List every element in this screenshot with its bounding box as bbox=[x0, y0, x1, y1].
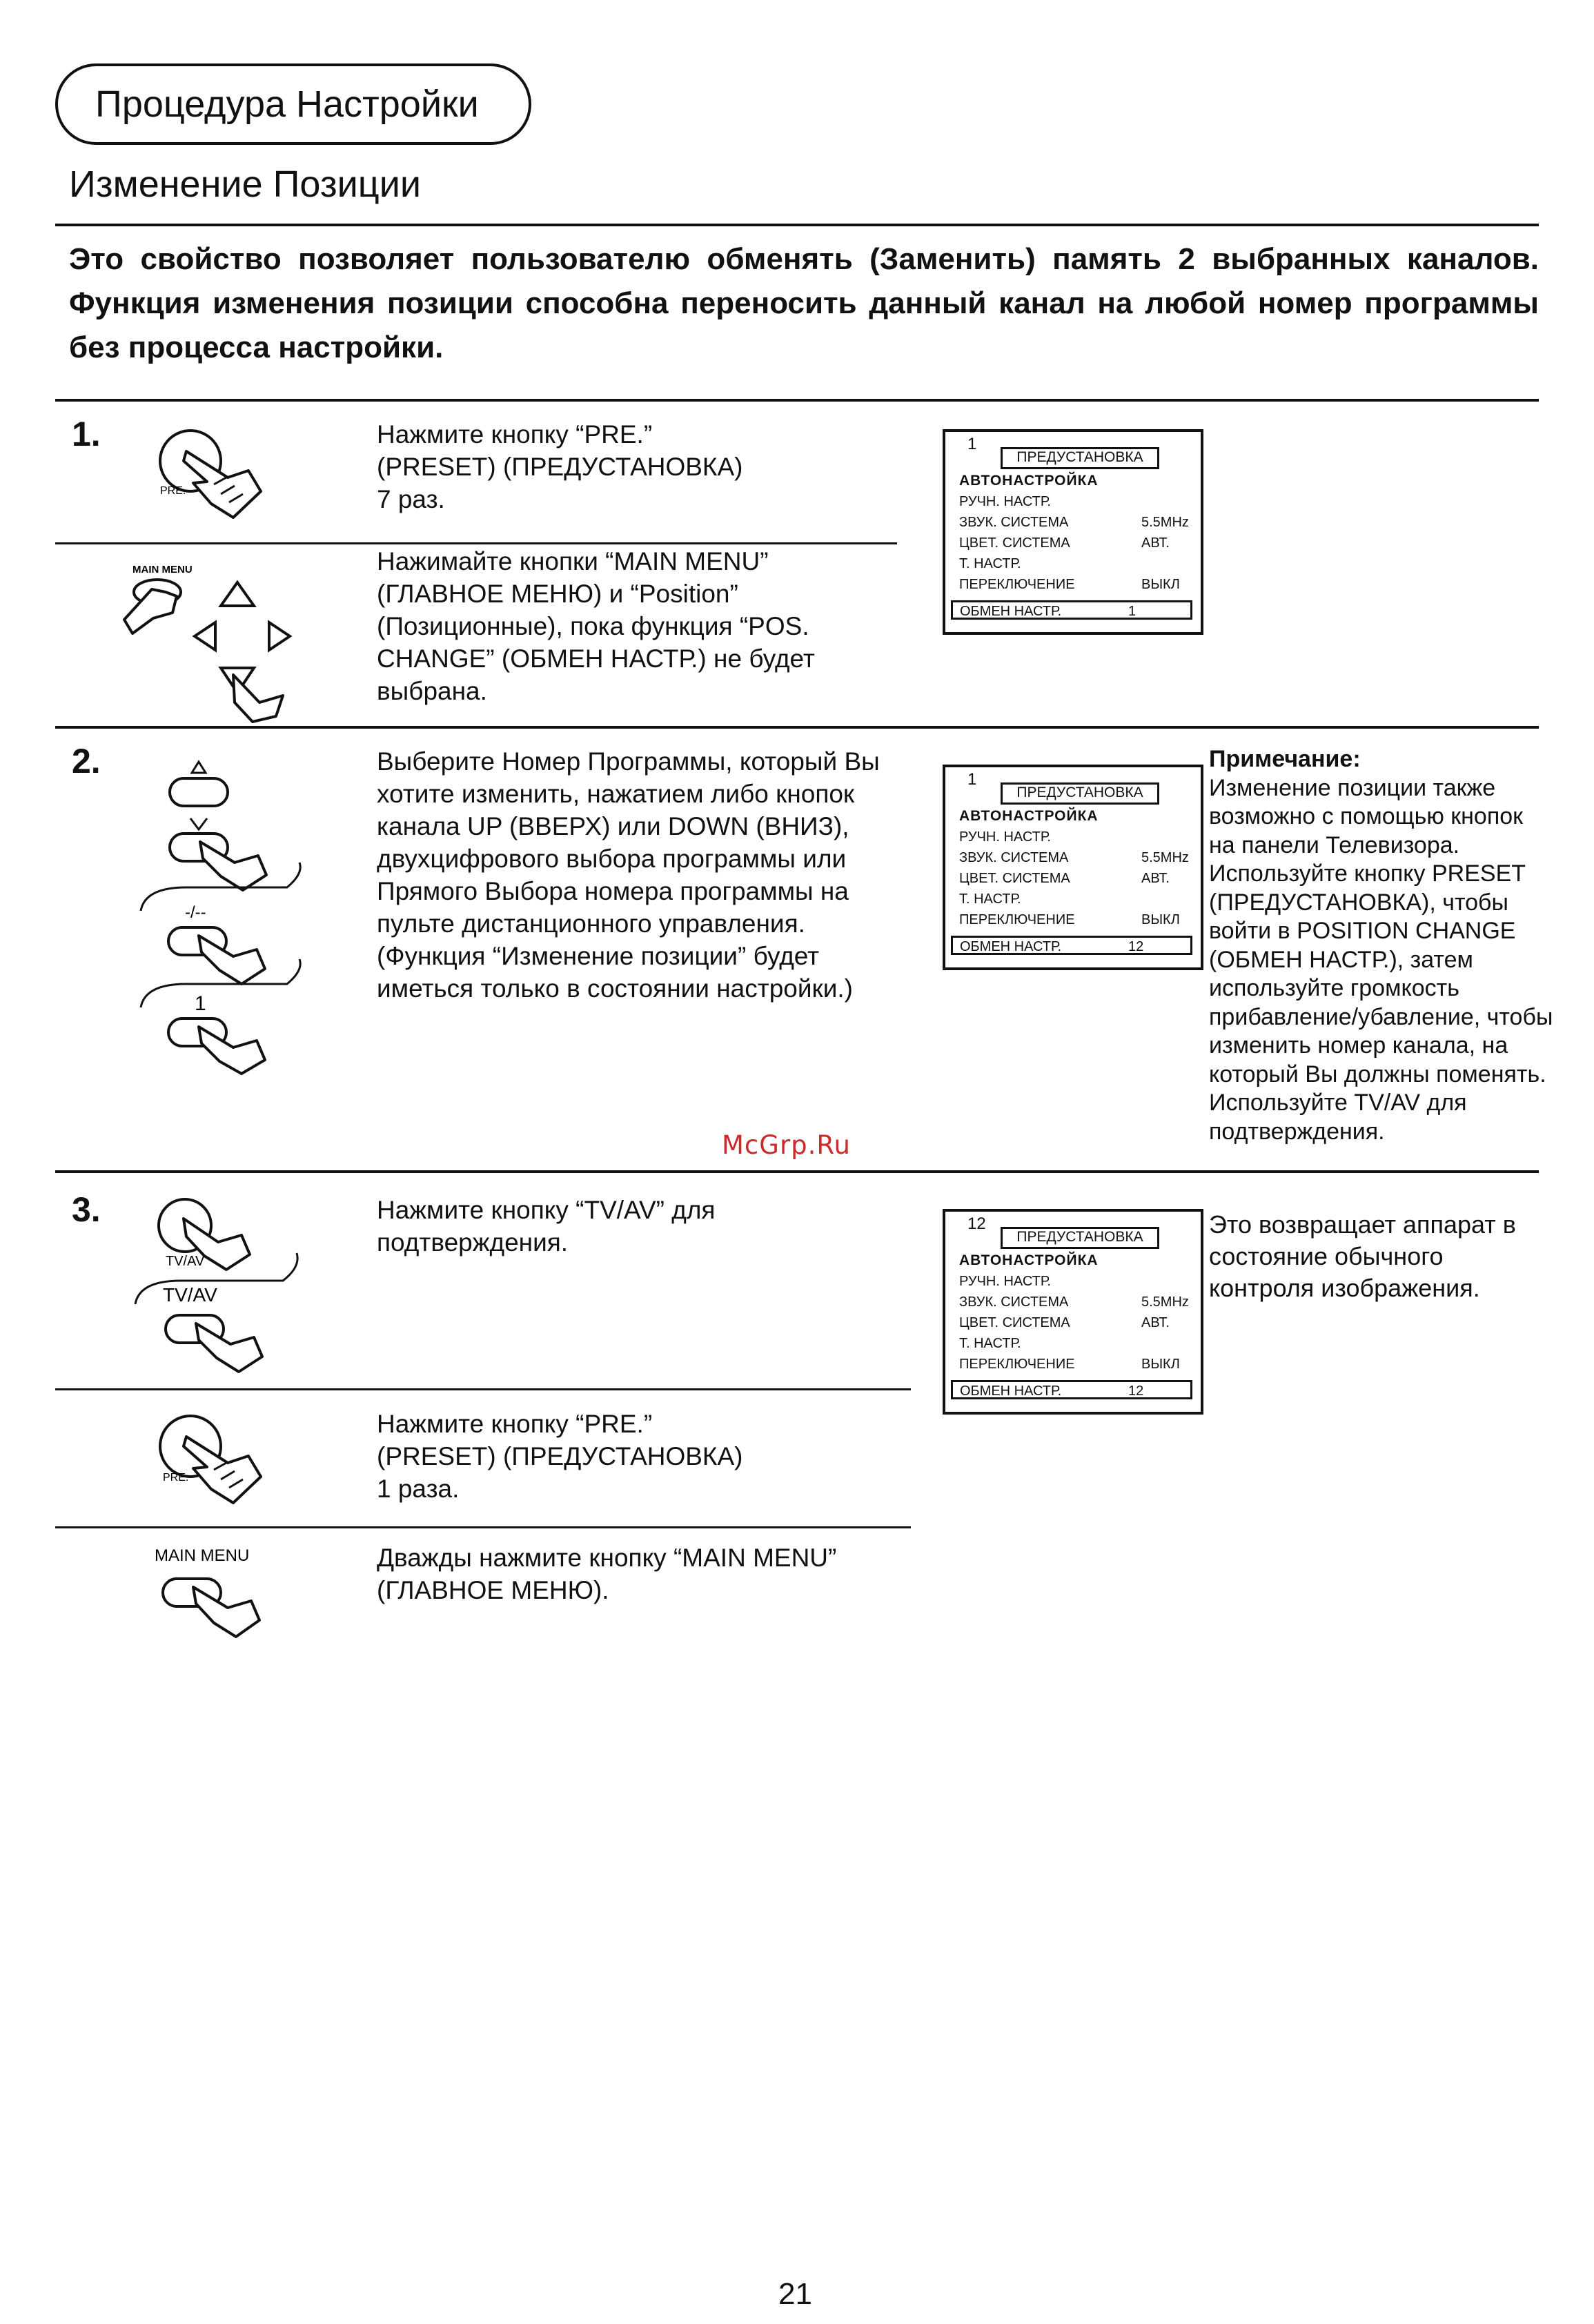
tv-av-small-label: TV/AV bbox=[166, 1254, 205, 1269]
step-2-number: 2. bbox=[72, 742, 101, 780]
step-1b-divider bbox=[55, 542, 897, 544]
pre-button-press-icon-2 bbox=[145, 1408, 269, 1511]
screen-1-row: РУЧН. НАСТР. bbox=[959, 494, 1051, 509]
tv-menu-screen-2 bbox=[943, 765, 1203, 970]
tv-menu-screen-3 bbox=[943, 1209, 1203, 1415]
screen-1-row: ПЕРЕКЛЮЧЕНИЕ ВЫКЛ bbox=[959, 577, 1180, 592]
screen-2-row: ПЕРЕКЛЮЧЕНИЕ ВЫКЛ bbox=[959, 912, 1180, 927]
screen-1-row: Т. НАСТР. bbox=[959, 556, 1021, 571]
step-1-text-a: Нажмите кнопку “PRE.” (PRESET) (ПРЕДУСТАНОВКА) 7 раз. bbox=[377, 420, 743, 513]
screen-3-row: ЦВЕТ. СИСТЕМА АВТ. bbox=[959, 1315, 1170, 1330]
screen-3-selected-row: ОБМЕН НАСТР. 12 bbox=[951, 1380, 1192, 1399]
page-subtitle: Изменение Позиции bbox=[69, 164, 422, 205]
step-3-divider bbox=[55, 1170, 1539, 1173]
screen-2-title-row: АВТОНАСТРОЙКА bbox=[959, 808, 1099, 824]
step-2-divider bbox=[55, 726, 1539, 729]
screen-2-selected-row: ОБМЕН НАСТР. 12 bbox=[951, 936, 1192, 955]
step-2-note bbox=[1209, 745, 1554, 1146]
screen-1-row: ЗВУК. СИСТЕМА 5.5MHz bbox=[959, 515, 1189, 530]
step-1-number: 1. bbox=[72, 415, 101, 453]
step-3-text-c: Дважды нажмите кнопку “MAIN MENU” (ГЛАВНОЕ МЕНЮ). bbox=[377, 1544, 837, 1604]
main-menu-arrows-icon bbox=[97, 558, 324, 723]
main-menu-button-icon bbox=[138, 1540, 276, 1651]
channel-buttons-icon bbox=[124, 752, 317, 1076]
watermark: McGrp.Ru bbox=[722, 1130, 851, 1160]
pre-label: PRE. bbox=[160, 485, 186, 497]
main-menu-label: MAIN MENU bbox=[132, 564, 193, 575]
screen-3-row: ПЕРЕКЛЮЧЕНИЕ ВЫКЛ bbox=[959, 1357, 1180, 1372]
tv-av-buttons-icon bbox=[124, 1194, 317, 1380]
step-3-side-text: Это возвращает аппарат в состояние обычного контроля изображения. bbox=[1209, 1210, 1516, 1302]
screen-1-selected-row: ОБМЕН НАСТР. 1 bbox=[951, 600, 1192, 620]
page-number: 21 bbox=[778, 2277, 812, 2311]
intro-paragraph: Это свойство позволяет пользователю обменять (Заменить) память 2 выбранных каналов. Функция изменения позиции способна переносить данный канал на любой номер программы без процесса настройки. bbox=[69, 242, 1539, 364]
screen-2-header: ПРЕДУСТАНОВКА bbox=[1001, 782, 1159, 805]
note-body: Изменение позиции также возможно с помощью кнопок на панели Телевизора. Используйте кнопку PRESET (ПРЕДУСТАНОВКА), чтобы войти в POSITION CHANGE (ОБМЕН НАСТР.), затем используйте громкость прибавление/убавление, чтобы изменить номер канала, на который Вы должны поменять. Используйте TV/AV для подтверждения. bbox=[1209, 774, 1553, 1145]
screen-3-row: ЗВУК. СИСТЕМА 5.5MHz bbox=[959, 1294, 1189, 1310]
screen-2-row: ЗВУК. СИСТЕМА 5.5MHz bbox=[959, 850, 1189, 865]
screen-2-row: Т. НАСТР. bbox=[959, 892, 1021, 907]
screen-3-channel: 12 bbox=[967, 1214, 986, 1233]
step-2-text: Выберите Номер Программы, который Вы хотите изменить, нажатием либо кнопок канала UP (ВВЕРХ) или DOWN (ВНИЗ), двухцифрового выбора программы или Прямого Выбора номера программы на пульте дистанционного управления. (Функция “Изменение позиции” будет иметься только в состоянии настройки.) bbox=[377, 747, 880, 1003]
step-3c-divider bbox=[55, 1526, 911, 1528]
pre-button-press-icon bbox=[145, 422, 269, 526]
note-title: Примечание: bbox=[1209, 746, 1361, 772]
tv-av-large-label: TV/AV bbox=[163, 1284, 217, 1306]
screen-2-row: ЦВЕТ. СИСТЕМА АВТ. bbox=[959, 871, 1170, 886]
screen-1-title-row: АВТОНАСТРОЙКА bbox=[959, 473, 1099, 489]
screen-3-title-row: АВТОНАСТРОЙКА bbox=[959, 1252, 1099, 1268]
step-1-text-b: Нажимайте кнопки “MAIN MENU” (ГЛАВНОЕ МЕНЮ) и “Position” (Позиционные), пока функция “POS. CHANGE” (ОБМЕН НАСТР.) не будет выбрана. bbox=[377, 547, 815, 705]
digit-one-label: 1 bbox=[195, 992, 206, 1015]
screen-1-header: ПРЕДУСТАНОВКА bbox=[1001, 447, 1159, 469]
main-menu-label-2: MAIN MENU bbox=[155, 1546, 250, 1565]
divider bbox=[55, 224, 1539, 226]
screen-2-channel: 1 bbox=[967, 770, 977, 789]
tv-menu-screen-1 bbox=[943, 429, 1203, 635]
pre-label-2: PRE. bbox=[163, 1472, 189, 1484]
screen-1-channel: 1 bbox=[967, 435, 977, 453]
step-3-text-b: Нажмите кнопку “PRE.” (PRESET) (ПРЕДУСТАНОВКА) 1 раза. bbox=[377, 1410, 743, 1503]
step-1-divider bbox=[55, 399, 1539, 402]
screen-3-header: ПРЕДУСТАНОВКА bbox=[1001, 1227, 1159, 1249]
section-title: Процедура Настройки bbox=[55, 63, 531, 145]
step-3-text-a: Нажмите кнопку “TV/AV” для подтверждения. bbox=[377, 1196, 716, 1257]
screen-3-row: РУЧН. НАСТР. bbox=[959, 1274, 1051, 1289]
screen-2-row: РУЧН. НАСТР. bbox=[959, 829, 1051, 845]
screen-3-row: Т. НАСТР. bbox=[959, 1336, 1021, 1351]
step-3b-divider bbox=[55, 1388, 911, 1390]
step-3-number: 3. bbox=[72, 1190, 101, 1229]
screen-1-row: ЦВЕТ. СИСТЕМА АВТ. bbox=[959, 535, 1170, 551]
two-digit-label: -/-- bbox=[185, 903, 206, 922]
